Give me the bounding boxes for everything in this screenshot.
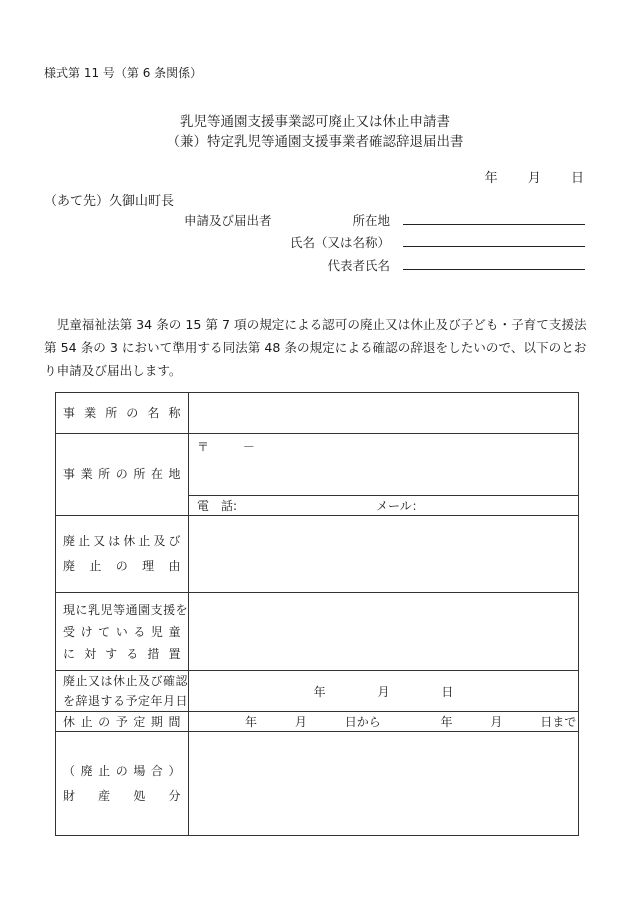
measures-label-line3: に 対 す る 措 置 <box>63 646 181 661</box>
table-row <box>56 732 579 836</box>
scheduled-month-label: 月 <box>377 684 390 699</box>
document-title-line2: （兼）特定乳児等通園支援事業者確認辞退届出書 <box>166 134 464 150</box>
suspension-period-label: 休 止 の 予 定 期 間 <box>63 714 181 729</box>
applicant-label: 申請及び届出者 <box>184 213 272 228</box>
period-year2-label: 年 <box>440 715 453 729</box>
reason-label-line1: 廃 止 又 は 休 止 及 び <box>63 534 181 548</box>
scheduled-date-label-line2: を辞退する予定年月日 <box>63 694 189 708</box>
scheduled-year-label: 年 <box>313 684 326 699</box>
facility-name-label-cell <box>56 393 189 434</box>
table-row <box>56 671 579 712</box>
tel-label: 電 話: <box>197 499 238 513</box>
mail-label: メール： <box>376 499 424 513</box>
contact-field[interactable] <box>189 496 579 516</box>
postal-code <box>197 438 255 455</box>
period-year-label: 年 <box>245 715 258 729</box>
measures-label-cell <box>56 593 189 671</box>
representative-field[interactable] <box>403 269 585 270</box>
scheduled-date-field[interactable] <box>189 671 579 712</box>
property-disposal-field[interactable] <box>189 732 579 836</box>
table-row <box>56 393 579 434</box>
suspension-period-field[interactable] <box>189 712 579 732</box>
name-field[interactable] <box>403 246 585 247</box>
period-from-label: 日から <box>344 715 381 729</box>
postal-dash: － <box>242 440 255 454</box>
measures-label-line2: 受 け て い る 児 童 <box>63 624 181 639</box>
property-disposal-label-cell <box>56 732 189 836</box>
form-number: 様式第 11 号（第 6 条関係） <box>44 66 203 80</box>
date-month-label: 月 <box>527 171 541 186</box>
submission-date <box>461 167 584 186</box>
scheduled-day-label: 日 <box>441 684 454 699</box>
addressee: （あて先）久御山町長 <box>44 194 175 209</box>
representative-label: 代表者氏名 <box>327 258 390 273</box>
period-month-label: 月 <box>294 715 307 729</box>
reason-label-line2: 廃 止 の 理 由 <box>63 559 181 573</box>
name-label: 氏名（又は名称） <box>290 235 391 250</box>
period-to-label: 日まで <box>540 715 577 729</box>
property-disposal-label-line1: （ 廃 止 の 場 合 ） <box>63 763 181 778</box>
facility-name-label: 事 業 所 の 名 称 <box>63 405 181 420</box>
facility-address-field[interactable] <box>189 434 579 496</box>
application-table <box>55 392 579 836</box>
table-row <box>56 712 579 732</box>
measures-field[interactable] <box>189 593 579 671</box>
table-row <box>56 434 579 496</box>
facility-location-label: 事 業 所 の 所 在 地 <box>63 467 181 481</box>
address-field[interactable] <box>403 224 585 225</box>
table-row <box>56 593 579 671</box>
facility-name-field[interactable] <box>189 393 579 434</box>
table-row <box>56 516 579 593</box>
date-day-label: 日 <box>570 171 584 186</box>
postal-mark: 〒 <box>197 440 210 454</box>
scheduled-date-label-cell <box>56 671 189 712</box>
reason-label-cell <box>56 516 189 593</box>
address-label: 所在地 <box>352 213 390 228</box>
date-year-label: 年 <box>484 171 498 186</box>
body-text: 児童福祉法第 34 条の 15 第 7 項の規定による認可の廃止又は休止及び子ども・子育て支援法第 54 条の 3 において準用する同法第 48 条の規定による確認の辞退をしたいので、以下のとおり申請及び届出します。 <box>44 317 587 378</box>
facility-location-label-cell <box>56 434 189 516</box>
property-disposal-label-line2: 財 産 処 分 <box>63 788 181 803</box>
document-title-line1: 乳児等通園支援事業認可廃止又は休止申請書 <box>180 114 450 130</box>
scheduled-date-label-line1: 廃止又は休止及び確認 <box>63 674 189 688</box>
suspension-period-label-cell <box>56 712 189 732</box>
reason-field[interactable] <box>189 516 579 593</box>
period-month2-label: 月 <box>490 715 503 729</box>
measures-label-line1: 現 に 乳 児 等 通 園 支 援 を <box>63 602 189 617</box>
